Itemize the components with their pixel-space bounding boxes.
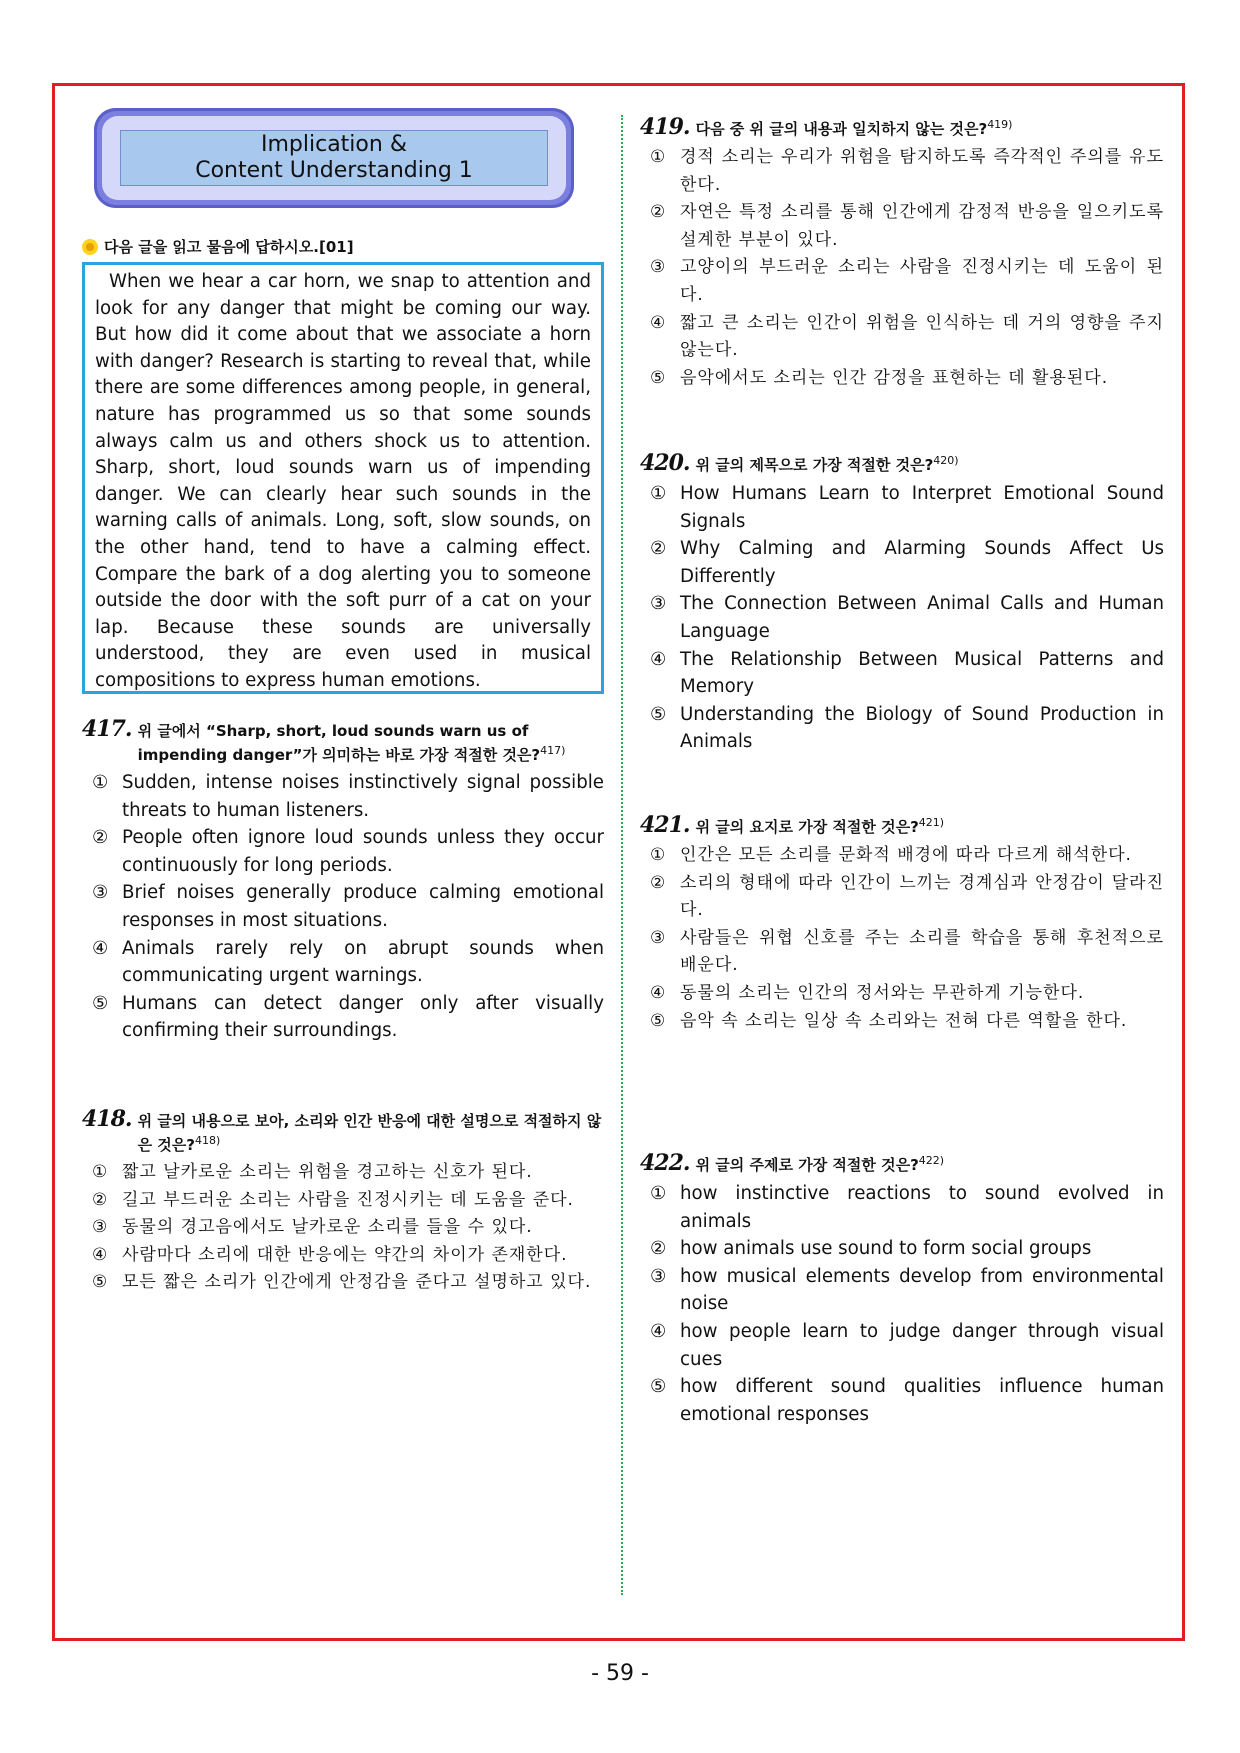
option-4[interactable] — [640, 310, 1164, 365]
question-header — [82, 1106, 604, 1155]
question-header — [640, 114, 1164, 140]
option-mark: ④ — [92, 1244, 109, 1265]
option-list — [640, 842, 1164, 1035]
question-420 — [640, 450, 1164, 756]
option-list — [640, 480, 1164, 756]
option-mark: ⑤ — [650, 1376, 667, 1398]
option-text: The Connection Between Animal Calls and Human Language — [680, 593, 1164, 642]
option-1[interactable] — [640, 1180, 1164, 1235]
option-3[interactable] — [82, 879, 604, 934]
question-header — [640, 812, 1164, 838]
option-text: Brief noises generally produce calming emotional responses in most situations. — [122, 882, 604, 931]
option-mark: ③ — [650, 1265, 667, 1287]
column-divider — [621, 115, 623, 1595]
option-text: 경적 소리는 우리가 위험을 탐지하도록 즉각적인 주의를 유도한다. — [680, 147, 1164, 195]
option-5[interactable] — [640, 701, 1164, 756]
option-mark: ② — [92, 827, 109, 849]
option-4[interactable] — [82, 1242, 604, 1270]
title-line-1: Implication & — [261, 132, 407, 157]
section-title — [120, 130, 548, 186]
option-5[interactable] — [82, 1269, 604, 1297]
option-4[interactable] — [82, 935, 604, 990]
question-stem — [138, 721, 604, 765]
option-mark: ③ — [650, 257, 667, 278]
option-1[interactable] — [640, 842, 1164, 870]
option-text: 고양이의 부드러운 소리는 사람을 진정시키는 데 도움이 된다. — [680, 257, 1164, 305]
question-header — [640, 1150, 1164, 1176]
option-text: 음악에서도 소리는 인간 감정을 표현하는 데 활용된다. — [680, 367, 1109, 388]
option-2[interactable] — [640, 870, 1164, 925]
title-badge-border — [102, 116, 566, 200]
option-5[interactable] — [82, 990, 604, 1045]
option-mark: ⑤ — [650, 367, 667, 388]
option-3[interactable] — [640, 1263, 1164, 1318]
option-mark: ② — [650, 872, 667, 893]
question-stem — [696, 1151, 944, 1175]
question-number: 422. — [640, 1150, 690, 1176]
question-421 — [640, 812, 1164, 1035]
option-4[interactable] — [640, 980, 1164, 1008]
option-text: 인간은 모든 소리를 문화적 배경에 따라 다르게 해석한다. — [680, 845, 1132, 865]
option-2[interactable] — [640, 535, 1164, 590]
question-ref: 417) — [540, 744, 566, 757]
option-text: 동물의 소리는 인간의 정서와는 무관하게 기능한다. — [680, 982, 1085, 1003]
option-text: 길고 부드러운 소리는 사람을 진정시키는 데 도움을 준다. — [122, 1189, 574, 1210]
option-mark: ④ — [650, 1320, 667, 1342]
option-text: Understanding the Biology of Sound Production in Animals — [680, 703, 1164, 753]
option-list — [82, 1159, 604, 1297]
option-list — [640, 144, 1164, 392]
page-number: - 59 - — [591, 1661, 649, 1686]
option-text: 동물의 경고음에서도 날카로운 소리를 들을 수 있다. — [122, 1217, 533, 1238]
option-text: 모든 짧은 소리가 인간에게 안정감을 준다고 설명하고 있다. — [122, 1272, 592, 1293]
option-text: how musical elements develop from environmental noise — [680, 1265, 1164, 1315]
option-mark: ① — [650, 147, 667, 167]
option-mark: ⑤ — [650, 703, 667, 725]
option-text: People often ignore loud sounds unless they occur continuously for long periods. — [122, 827, 604, 876]
option-text: how instinctive reactions to sound evolved in animals — [680, 1183, 1164, 1232]
option-3[interactable] — [82, 1214, 604, 1242]
option-text: how different sound qualities influence human emotional responses — [680, 1376, 1164, 1425]
question-stem — [696, 813, 944, 837]
question-stem-text: 위 글에서 “Sharp, short, loud sounds warn us of impending danger”가 의미하는 바로 가장 적절한 것은? — [137, 722, 541, 764]
option-text: 자연은 특정 소리를 통해 인간에게 감정적 반응을 일으키도록 설계한 부분이 있다. — [680, 202, 1164, 250]
question-ref: 420) — [933, 454, 959, 467]
option-text: 짧고 큰 소리는 인간이 위험을 인식하는 데 거의 영향을 주지 않는다. — [680, 312, 1164, 361]
instruction — [82, 236, 354, 257]
option-3[interactable] — [640, 925, 1164, 980]
option-mark: ③ — [92, 1217, 109, 1238]
option-mark: ① — [92, 1162, 109, 1182]
option-2[interactable] — [640, 199, 1164, 254]
option-3[interactable] — [640, 590, 1164, 645]
option-mark: ③ — [650, 927, 667, 948]
title-line-2: Content Understanding 1 — [195, 158, 473, 183]
option-1[interactable] — [640, 144, 1164, 199]
option-text: 사람마다 소리에 대한 반응에는 약간의 차이가 존재한다. — [122, 1244, 568, 1265]
question-number: 418. — [82, 1106, 132, 1132]
option-5[interactable] — [640, 365, 1164, 393]
option-1[interactable] — [82, 769, 604, 824]
question-422 — [640, 1150, 1164, 1428]
question-stem-text: 다음 중 위 글의 내용과 일치하지 않는 것은? — [695, 120, 988, 138]
question-stem-text: 위 글의 요지로 가장 적절한 것은? — [695, 818, 919, 836]
option-mark: ④ — [650, 982, 667, 1003]
question-ref: 418) — [195, 1134, 221, 1147]
option-mark: ④ — [650, 648, 667, 670]
question-number: 420. — [640, 450, 690, 476]
option-5[interactable] — [640, 1008, 1164, 1036]
option-mark: ② — [650, 1238, 667, 1260]
option-text: Humans can detect danger only after visually confirming their surroundings. — [122, 992, 604, 1042]
option-mark: ① — [650, 845, 667, 865]
question-418 — [82, 1106, 604, 1297]
option-text: 음악 속 소리는 일상 속 소리와는 전혀 다른 역할을 한다. — [680, 1010, 1128, 1031]
instruction-text: 다음 글을 읽고 물음에 답하시오.[01] — [104, 238, 354, 256]
question-419 — [640, 114, 1164, 392]
question-ref: 419) — [987, 118, 1013, 131]
question-header — [82, 716, 604, 765]
option-list — [640, 1180, 1164, 1428]
option-2[interactable] — [640, 1235, 1164, 1263]
option-text: 소리의 형태에 따라 인간이 느끼는 경계심과 안정감이 달라진다. — [680, 872, 1164, 921]
section-title-badge — [94, 108, 574, 208]
question-417 — [82, 716, 604, 1045]
question-stem — [138, 1111, 604, 1155]
option-text: how people learn to judge danger through visual cues — [680, 1320, 1164, 1370]
flower-icon — [82, 239, 98, 255]
option-text: 사람들은 위협 신호를 주는 소리를 학습을 통해 후천적으로 배운다. — [680, 927, 1164, 976]
option-mark: ⑤ — [650, 1010, 667, 1031]
option-4[interactable] — [640, 1318, 1164, 1373]
option-1[interactable] — [82, 1159, 604, 1187]
option-text: Sudden, intense noises instinctively signal possible threats to human listeners. — [122, 772, 604, 821]
option-mark: ② — [650, 202, 667, 223]
option-2[interactable] — [82, 1187, 604, 1215]
question-header — [640, 450, 1164, 476]
option-text: Animals rarely rely on abrupt sounds when communicating urgent warnings. — [122, 937, 604, 987]
option-text: The Relationship Between Musical Patterns and Memory — [680, 648, 1164, 698]
reading-passage: When we hear a car horn, we snap to attention and look for any danger that might be coming our way. But how did it come about that we associate a horn with danger? Research is starting to reveal that, while there are some differences among people, in general, nature has programmed us so that some sounds always calm us and others shock us to attention. Sharp, short, loud sounds warn us of impending danger. We can clearly hear such sounds in the warning calls of animals. Long, soft, slow sounds, on the other hand, tend to have a calming effect. Compare the bark of a dog alerting you to someone outside the door with the soft purr of a cat on your lap. Because these sounds are universally understood, they are even used in musical compositions to express human emotions. — [82, 262, 604, 694]
question-number: 421. — [640, 812, 690, 838]
question-number: 419. — [640, 114, 690, 140]
question-stem — [696, 451, 959, 475]
option-mark: ⑤ — [92, 1272, 109, 1293]
question-ref: 422) — [918, 1154, 945, 1167]
option-text: 짧고 날카로운 소리는 위험을 경고하는 신호가 된다. — [122, 1162, 533, 1182]
option-1[interactable] — [640, 480, 1164, 535]
option-text: How Humans Learn to Interpret Emotional Sound Signals — [680, 483, 1164, 532]
option-5[interactable] — [640, 1373, 1164, 1428]
option-mark: ④ — [92, 937, 109, 959]
option-mark: ① — [650, 483, 667, 504]
option-mark: ③ — [92, 882, 109, 904]
question-number: 417. — [82, 716, 132, 742]
question-stem — [696, 115, 1013, 139]
option-mark: ② — [650, 538, 667, 560]
option-mark: ③ — [650, 593, 667, 615]
option-mark: ① — [650, 1183, 667, 1204]
option-2[interactable] — [82, 824, 604, 879]
option-mark: ④ — [650, 312, 667, 333]
question-stem-text: 위 글의 주제로 가장 적절한 것은? — [695, 1156, 919, 1174]
question-ref: 421) — [918, 816, 945, 829]
option-4[interactable] — [640, 646, 1164, 701]
question-stem-text: 위 글의 내용으로 보아, 소리와 인간 반응에 대한 설명으로 적절하지 않은 것은? — [137, 1112, 602, 1154]
option-text: Why Calming and Alarming Sounds Affect Us Differently — [680, 538, 1164, 587]
option-mark: ② — [92, 1189, 109, 1210]
option-3[interactable] — [640, 254, 1164, 309]
question-stem-text: 위 글의 제목으로 가장 적절한 것은? — [695, 456, 934, 474]
option-mark: ⑤ — [92, 992, 109, 1014]
option-list — [82, 769, 604, 1045]
option-text: how animals use sound to form social groups — [680, 1238, 1092, 1260]
option-mark: ① — [92, 772, 109, 793]
